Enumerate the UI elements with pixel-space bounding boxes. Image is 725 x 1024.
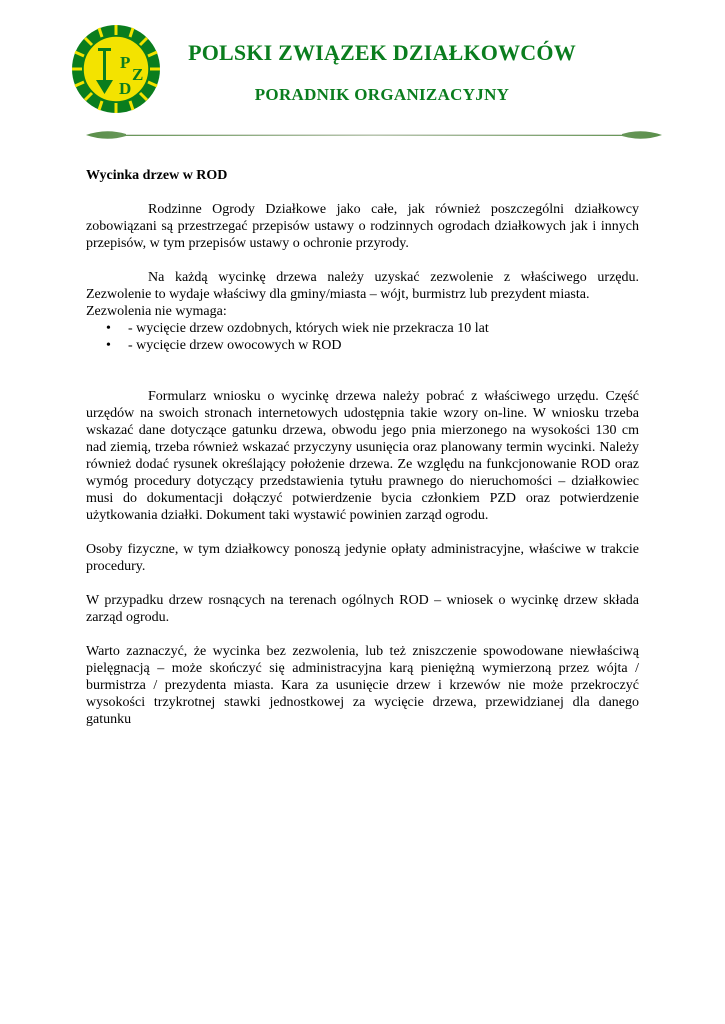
intro-paragraph: Rodzinne Ogrody Działkowe jako całe, jak również poszczególni działkowcy zobowiązani są przestrzegać przepisów ustawy o rodzinnych ogrodach działkowych jak i innych przepisów, w tym przepisów ustawy o ochronie przyrody. xyxy=(86,202,639,251)
organization-title: POLSKI ZWIĄZEK DZIAŁKOWCÓW xyxy=(188,40,576,65)
common-areas-paragraph: W przypadku drzew rosnących na terenach ogólnych ROD – wniosek o wycinkę drzew składa zarząd ogrodu. xyxy=(86,593,639,625)
form-paragraph: Formularz wniosku o wycinkę drzewa należy pobrać z właściwego urzędu. Część urzędów na swoich stronach internetowych udostępnia takie wzory on-line. W wniosku trzeba wskazać dane dotyczące gatunku drzewa, obwodu jego pnia mierzonego na wysokości 130 cm nad ziemią, trzeba również wskazać przyczyny usunięcia oraz planowany termin wycinki. Należy również dodać rysunek określający położenie drzewa. Ze względu na funkcjonowanie ROD oraz wymóg procedury dotyczący przedstawienia tytułu prawnego do nieruchomości – działkowiec musi do dokumentacji dołączyć potwierdzenie bycia członkiem PZD oraz potwierdzenie użytkowania działki. Dokument taki wystawić powinien zarząd ogrodu. xyxy=(86,389,639,523)
penalty-paragraph: Warto zaznaczyć, że wycinka bez zezwolenia, lub też zniszczenie spowodowane niewłaściwą pielęgnacją – może skończyć się administracyjna karą pieniężną wymierzoną przez wójta / burmistrza / prezydenta miasta. Kara za usunięcie drzew i krzewów nie może przekroczyć wysokości trzykrotnej stawki jednostkowej za wycięcie drzewa, przewidzianej dla danego gatunku xyxy=(86,644,639,727)
logo-letter-p: P xyxy=(120,53,131,72)
pzd-logo xyxy=(70,22,162,116)
list-item: • - wycięcie drzew owocowych w ROD xyxy=(106,338,342,353)
document-body xyxy=(86,167,639,728)
exemptions-label: Zezwolenia nie wymaga: xyxy=(86,304,227,319)
exemptions-list xyxy=(86,320,639,354)
logo-letter-z: Z xyxy=(132,65,144,84)
publication-subtitle: PORADNIK ORGANIZACYJNY xyxy=(254,85,510,104)
bullet-icon: • xyxy=(106,321,111,336)
fees-paragraph: Osoby fizyczne, w tym działkowcy ponoszą jedynie opłaty administracyjne, właściwe w trakcie procedury. xyxy=(86,542,639,574)
bullet-icon: • xyxy=(106,338,111,353)
permit-paragraph: Na każdą wycinkę drzewa należy uzyskać zezwolenie z właściwego urzędu. Zezwolenie to wydaje właściwy dla gminy/miasta – wójt, burmistrz lub prezydent miasta. xyxy=(86,270,639,302)
document-title: Wycinka drzew w ROD xyxy=(86,168,228,183)
list-item: • - wycięcie drzew ozdobnych, których wiek nie przekracza 10 lat xyxy=(106,321,489,336)
logo-letter-d: D xyxy=(119,79,132,98)
decorative-divider xyxy=(86,128,662,142)
